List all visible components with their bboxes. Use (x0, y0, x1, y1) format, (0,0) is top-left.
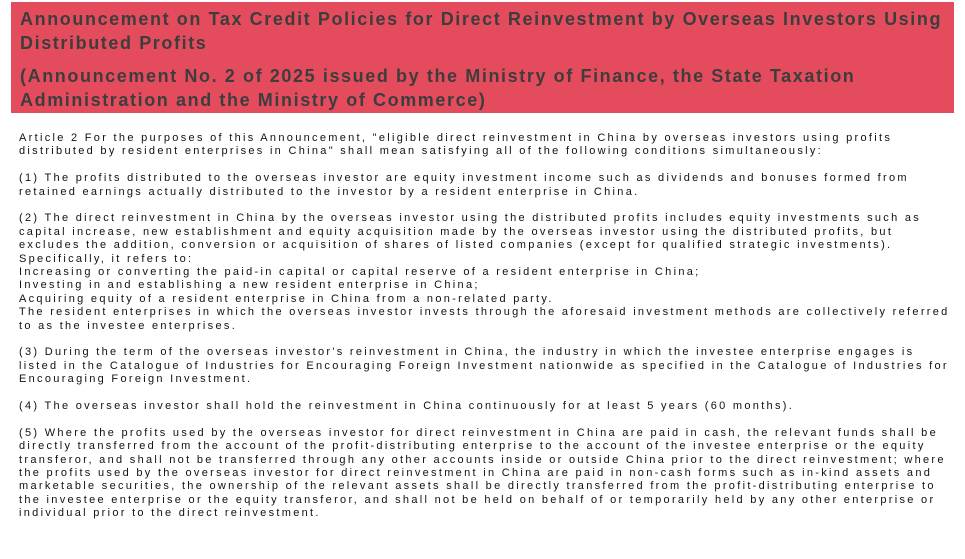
condition-5: (5) Where the profits used by the overseas investor for direct reinvestment in China are paid in cash, the relevant funds shall be directly transferred from the account of the profit-distributing enterprise to the account of the investee enterprise or the equity transferor, and shall not be transferred through any other accounts inside or outside China prior to the direct reinvestment; where the profits used by the overseas investor for direct reinvestment in China are paid in non-cash forms such as in-kind assets and marketable securities, the ownership of the relevant assets shall be directly transferred from the profit-distributing enterprise to the investee enterprise or the equity transferor, and shall not be held on behalf of or temporarily held by any other enterprise or individual prior to the direct reinvestment. (19, 426, 946, 520)
condition-2 (19, 212, 954, 333)
condition-1: (1) The profits distributed to the overseas investor are equity investment income such as dividends and bonuses formed from retained earnings actually distributed to the investor by a resident enterprise in China. (19, 172, 909, 198)
page-title: Announcement on Tax Credit Policies for Direct Reinvestment by Overseas Investors Using Distributed Profits (20, 9, 943, 53)
condition-4: (4) The overseas investor shall hold the reinvestment in China continuously for at least 5 years (60 months). (19, 400, 795, 413)
condition-2-item: Increasing or converting the paid-in capital or capital reserve of a resident enterprise in China; (19, 266, 701, 279)
condition-2-item: Acquiring equity of a resident enterprise in China from a non-related party. (19, 292, 554, 305)
article-body (19, 132, 954, 534)
page-subtitle: (Announcement No. 2 of 2025 issued by the Ministry of Finance, the State Taxation Administration and the Ministry of Commerce) (20, 66, 856, 110)
condition-3: (3) During the term of the overseas investor's reinvestment in China, the industry in which the investee enterprise engages is listed in the Catalogue of Industries for Encouraging Foreign Investment nationwide as specified in the Catalogue of Industries for Encouraging Foreign Investment. (19, 346, 949, 386)
article-intro: Article 2 For the purposes of this Announcement, "eligible direct reinvestment in China by overseas investors using profits distributed by resident enterprises in China" shall mean satisfying all of the following conditions simultaneously: (19, 132, 893, 158)
condition-2-item: Investing in and establishing a new resident enterprise in China; (19, 279, 480, 292)
announcement-header (11, 2, 954, 113)
condition-2-closing: The resident enterprises in which the overseas investor invests through the aforesaid investment methods are collectively referred to as the investee enterprises. (19, 306, 950, 332)
condition-2-text: (2) The direct reinvestment in China by the overseas investor using the distributed profits includes equity investments such as capital increase, new establishment and equity acquisition made by the overseas investor using the distributed profits, but excludes the addition, conversion or acquisition of shares of listed companies (except for qualified strategic investments). Specifically, it refers to: (19, 212, 922, 265)
